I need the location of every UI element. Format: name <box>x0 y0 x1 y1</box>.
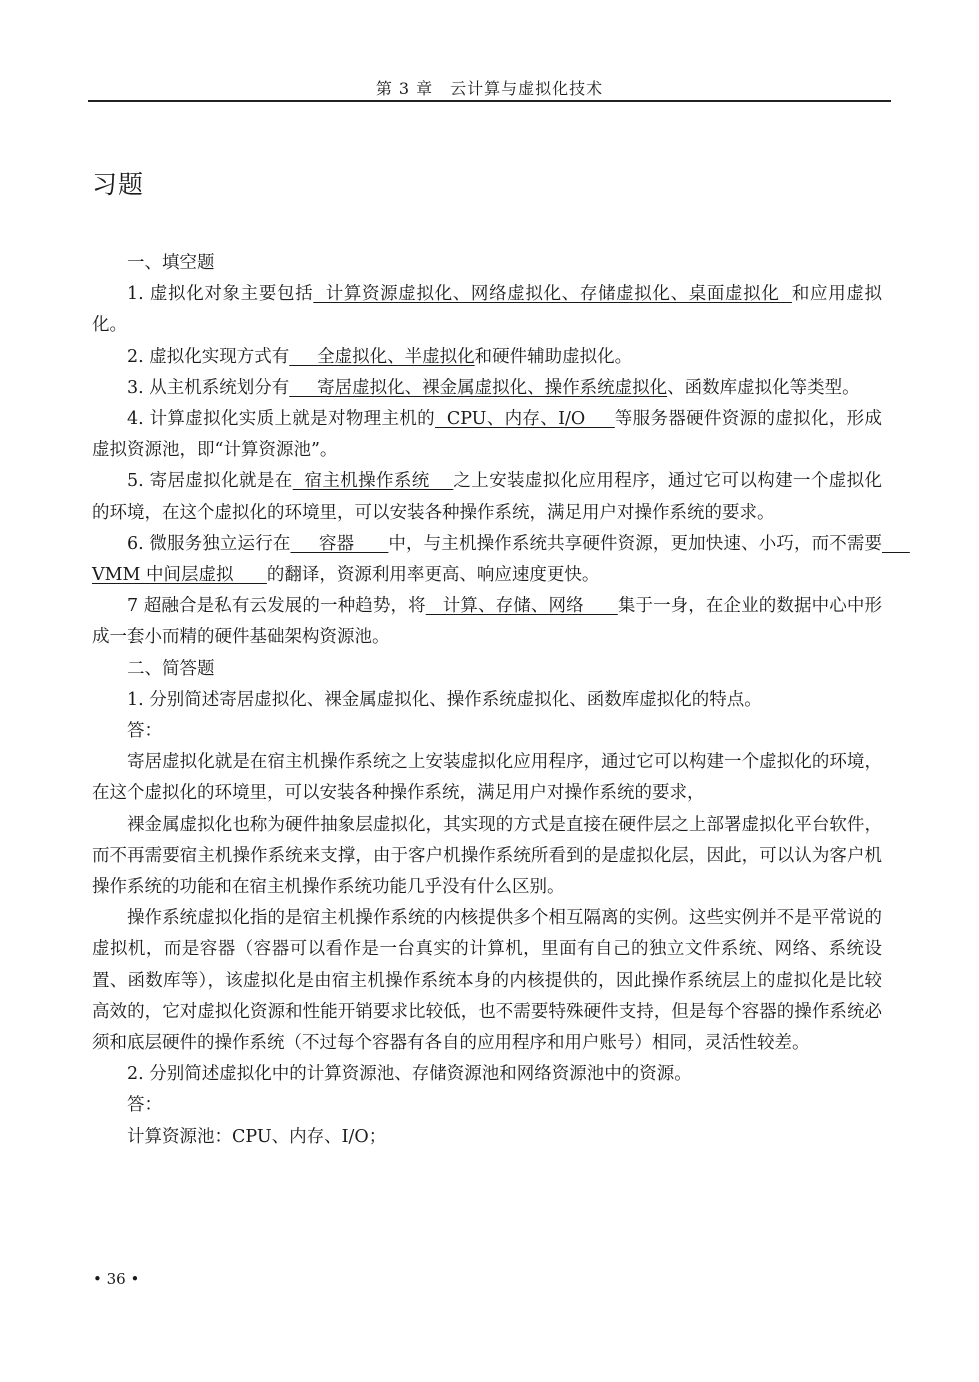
answer-label-2: 答： <box>127 1095 162 1116</box>
section-title: 习题 <box>92 170 145 199</box>
q6-mid: 中，与主机操作系统共享硬件资源，更加快速、小巧，而不需要 <box>388 533 883 554</box>
q7-text: 7 超融合是私有云发展的一种趋势，将 <box>127 596 426 617</box>
question-4 <box>92 404 882 466</box>
question-5 <box>92 466 882 528</box>
header-rule <box>88 100 891 102</box>
q2-tail: 和硬件辅助虚拟化。 <box>474 346 633 367</box>
q4-answer: CPU、内存、I/O <box>435 409 615 430</box>
question-2 <box>92 342 882 373</box>
q5-tail: 之上安装虚拟化应用程序，通过它可以构建一个虚拟化的环境，在这个虚拟化的环境里，可以安装各种操作系统，满足用户对操作系统的要求。 <box>92 471 882 523</box>
q6-answer-1: 容器 <box>290 533 389 554</box>
question-3 <box>92 373 882 404</box>
running-header: 第 3 章 云计算与虚拟化技术 <box>375 79 604 98</box>
q3-tail: 、函数库虚拟化等类型。 <box>667 377 860 398</box>
short-question-2: 2. 分别简述虚拟化中的计算资源池、存储资源池和网络资源池中的资源。 <box>127 1064 692 1085</box>
q3-answer: 寄居虚拟化、裸金属虚拟化、操作系统虚拟化 <box>289 377 668 398</box>
q1-text: 1. 虚拟化对象主要包括 <box>127 284 314 305</box>
short-answer-heading: 二、简答题 <box>127 658 215 679</box>
q4-tail: 等服务器硬件资源的虚拟化，形成虚拟资源池，即“计算资源池”。 <box>92 409 883 461</box>
q7-tail: 集于一身，在企业的数据中心中形成一套小而精的硬件基础架构资源池。 <box>92 596 882 648</box>
q3-text: 3. 从主机系统划分有 <box>127 377 290 398</box>
short-question-1: 1. 分别简述寄居虚拟化、裸金属虚拟化、操作系统虚拟化、函数库虚拟化的特点。 <box>127 689 762 710</box>
page-body <box>92 248 910 1153</box>
fill-blank-heading: 一、填空题 <box>127 253 215 273</box>
answer-1-paragraph-2: 裸金属虚拟化也称为硬件抽象层虚拟化，其实现的方式是直接在硬件层之上部署虚拟化平台软件，而不再需要宿主机操作系统来支撑，由于客户机操作系统所看到的是虚拟化层，因此，可以认为客户机操作系统的功能和在宿主机操作系统功能几乎没有什么区别。 <box>92 814 882 898</box>
page-number: • 36 • <box>93 1270 140 1288</box>
answer-1-paragraph-3: 操作系统虚拟化指的是宿主机操作系统的内核提供多个相互隔离的实例。这些实例并不是平常说的虚拟机，而是容器（容器可以看作是一台真实的计算机，里面有自己的独立文件系统、网络、系统设置、函数库等），该虚拟化是由宿主机操作系统本身的内核提供的，因此操作系统层上的虚拟化是比较高效的，它对虚拟化资源和性能开销要求比较低，也不需要特殊硬件支持，但是每个容器的操作系统必须和底层硬件的操作系统（不过每个容器有各自的应用程序和用户账号）相同，灵活性较差。 <box>92 908 882 1054</box>
question-1 <box>92 279 882 341</box>
q7-answer: 计算、存储、网络 <box>425 596 618 617</box>
q6-answer-2: VMM 中间层虚拟 <box>92 533 910 586</box>
q5-text: 5. 寄居虚拟化就是在 <box>127 471 293 492</box>
q1-answer: 计算资源虚拟化、网络虚拟化、存储虚拟化、桌面虚拟化 <box>313 284 792 305</box>
question-6 <box>92 529 910 591</box>
answer-2-paragraph-1: 计算资源池：CPU、内存、I/O； <box>127 1126 387 1147</box>
q1-tail: 和应用虚拟化。 <box>92 284 883 336</box>
q2-answer: 全虚拟化、半虚拟化 <box>289 346 475 367</box>
q5-answer: 宿主机操作系统 <box>292 471 454 492</box>
answer-1-paragraph-1: 寄居虚拟化就是在宿主机操作系统之上安装虚拟化应用程序，通过它可以构建一个虚拟化的环境，在这个虚拟化的环境里，可以安装各种操作系统，满足用户对操作系统的要求， <box>92 752 882 804</box>
q6-text: 6. 微服务独立运行在 <box>127 533 291 554</box>
answer-label-1: 答： <box>127 721 162 742</box>
question-7 <box>92 591 882 653</box>
q4-text: 4. 计算虚拟化实质上就是对物理主机的 <box>127 409 436 430</box>
q6-tail: 的翻译，资源利用率更高、响应速度更快。 <box>266 565 600 586</box>
q2-text: 2. 虚拟化实现方式有 <box>127 346 290 367</box>
